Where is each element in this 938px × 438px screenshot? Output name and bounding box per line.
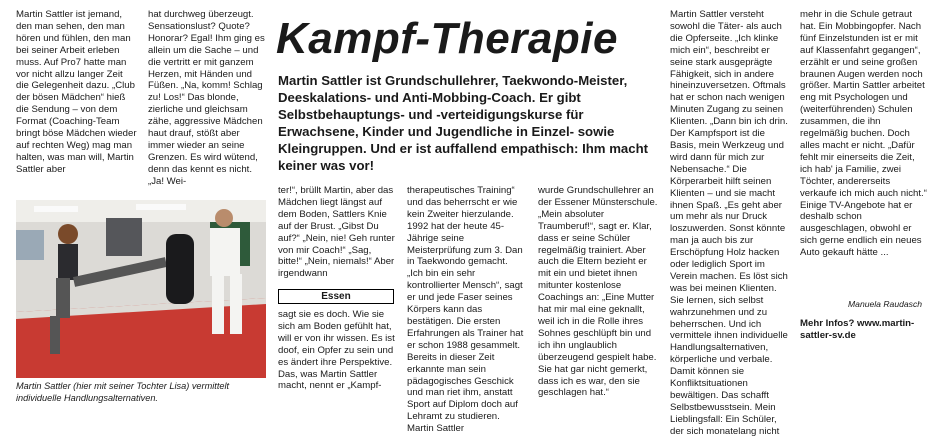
article-column-1: Martin Sattler ist jemand, den man sehen, den man hören und fühlen, den man bei seiner Arbeit erleben muss. Auf Pro7 hatte man vor nicht allzu langer Zeit die Gelegenheit dazu. „Club der bösen Mädchen“ hieß die Sendung – von dem Format (Coaching-Team bringt böse Mädchen wieder auf rechten Weg) mag man halten, was man will, Martin Sattler aber [16, 9, 137, 175]
more-info: Mehr Infos? www.martin-sattler-sv.de [800, 318, 915, 341]
article-column-4: therapeutisches Training“ und das beherrscht er wie kein Zweiter hierzulande. 1992 hat der heute 45-Jährige seine Meisterprüfung zum 3. Dan in Taekwondo gemacht. „Ich bin ein sehr kontrollierter Mensch“, sagt er und jede Faser seines Körpers kann das bestätigen. Die ersten Erfahrungen als Trainer hat er schon 1988 gesammelt. Bereits in dieser Zeit erkannte man sein pädagogisches Geschick und man riet ihm, anstatt Sport auf Diplom doch auf Lehramt zu studieren. Martin Sattler [407, 185, 524, 435]
article-column-7: mehr in die Schule getraut hat. Ein Mobbingopfer. Nach fünf Einzelstunden ist er mit auf Klassenfahrt gegangen“, erzählt er und seine großen braunen Augen werden noch größer. Martin Sattler arbeitet eng mit Psychologen und (weiterführenden) Schulen zusammen, die ihn regelmäßig buchen. Doch alles macht er nicht. „Dafür fehlt mir einerseits die Zeit, ich hab' ja Familie, zwei Töchter, andererseits verkaufe ich mich auch nicht.“ Einige TV-Angebote hat er deshalb schon ausgeschlagen, obwohl er sich gerne endlich ein neues Auto gekauft hätte ... [800, 9, 927, 259]
article-lead: Martin Sattler ist Grundschullehrer, Taekwondo-Meister, Deeskalations- und Anti-Mobbing-Coach. Er gibt Selbstbehauptungs- und -verteidigungskurse für Erwachsene, Kinder und Jugendliche in Einzel- sowie Kleingruppen. Und er ist auffallend empathisch: Ihm macht keiner was vor! [278, 73, 649, 173]
article-column-3a: ter!“, brüllt Martin, aber das Mädchen liegt längst auf dem Boden, Sattlers Knie auf der Brust. „Gibst Du auf?“ „Nein, nie! Geh runter von mir Coach!“ „Sag, bitte!“ „Nein, niemals!“ Aber irgendwann [278, 185, 395, 280]
article-photo [16, 200, 266, 378]
article-column-5: wurde Grundschullehrer an der Essener Münsterschule. „Mein absoluter Traumberuf!“, sagt er. Klar, dass er seine Schüler regelmäßig trainiert. Aber auch die Eltern bezieht er mit ein und bietet ihnen mitunter kostenlose Coachings an: „Eine Mutter hat mir mal eine geknallt, weil ich in die Rolle ihres Sohnes geschlüpft bin und ich ihn unglaublich überzeugend gespielt habe. Sie hat gar nicht gemerkt, dass ich es war, den sie geschlagen hat.“ [538, 185, 658, 399]
article-column-6: Martin Sattler versteht sowohl die Täter- als auch die Opferseite. „Ich klinke mich ein“, beschreibt er seine stark ausgeprägte Fähigkeit, sich in andere hineinzuversetzen. Oftmals hat er schon nach wenigen Minuten Zugang zu seinen Klienten. „Dann bin ich drin. Der Kampfsport ist die Basis, mein Werkzeug und wird dann für mich zur Nebensache.“ Die Körperarbeit hilft seinen Klienten – und sie macht ihnen Spaß. „Es geht aber um mehr als nur Druck loszuwerden. Sonst könnte man ja auch bis zur Erschöpfung Holz hacken oder lediglich Sport im Verein machen. Es löst sich was bei meinen Klienten. Sie lernen, sich selbst wahrzunehmen und zu beherrschen. Und ich vermittele ihnen individuelle Handlungsalternativen, körperliche und verbale. Damit können sie Konfliktsituationen bewältigen. Das schafft Selbstbewusstsein. Mein Lieblingsfall: Ein Schüler, der sich monatelang nicht [670, 9, 788, 437]
author-name: Manuela Raudasch [848, 299, 923, 309]
photo-caption: Martin Sattler (hier mit seiner Tochter Lisa) vermittelt individuelle Handlungsalternativen. [16, 381, 230, 403]
article-title: Kampf-Therapie [276, 14, 618, 63]
section-subhead: Essen [278, 289, 394, 304]
photo-illustration [16, 200, 266, 378]
article-column-3b: sagt sie es doch. Wie sie sich am Boden gefühlt hat, will er von ihr wissen. Es ist doof, ein Opfer zu sein und es ändert ihre Perspektive. Das, was Martin Sattler macht, nennt er „Kampf- [278, 309, 395, 392]
article-column-2: hat durchweg überzeugt. Sensationslust? Quote? Honorar? Egal! Ihm ging es allein um die Sache – und die vertritt er mit ganzem Herzen, mit Händen und Füßen. „Na, komm! Schlag zu! Los!“ Das blonde, zierliche und gleichsam zähe, aggressive Mädchen haut drauf, stößt aber immer wieder an seine Grenzen. Es wird wütend, denn das kennt es nicht. „Ja! Wei- [148, 9, 265, 187]
